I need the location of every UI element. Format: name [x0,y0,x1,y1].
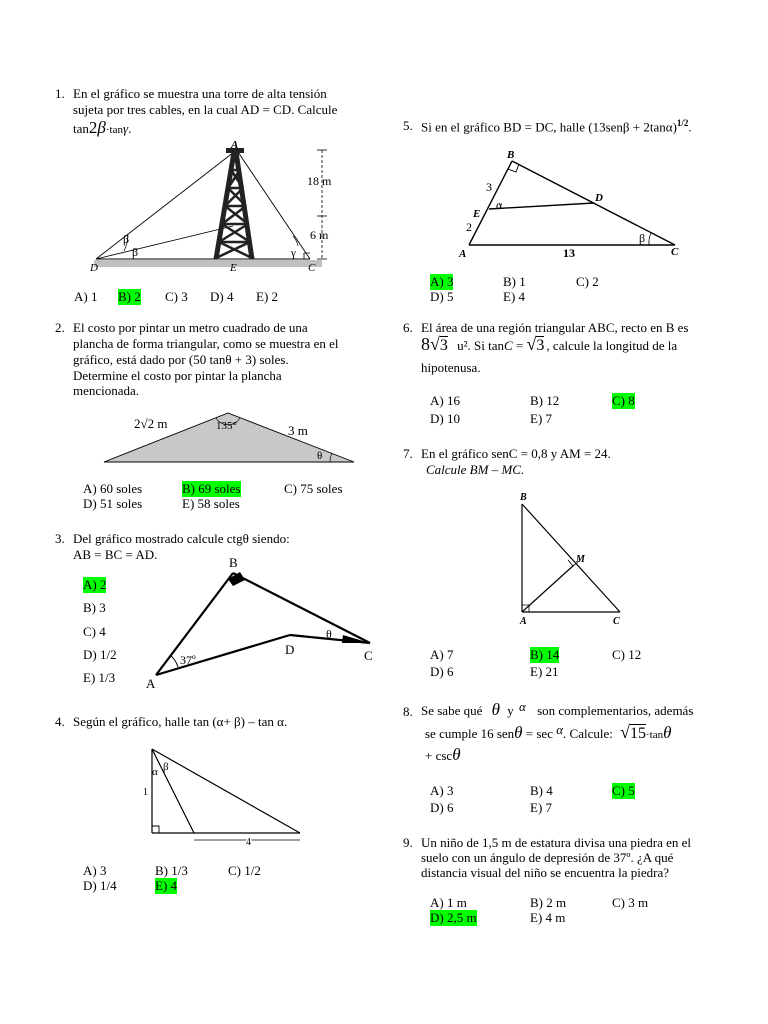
option-d[interactable]: D) 1/4 [83,878,117,893]
label-alpha: α [152,766,158,778]
question-8-text: son complementarios, además [537,703,694,718]
theta-symbol: θ [663,723,672,742]
question-6-line1: El área de una región triangular ABC, recto en B es [421,320,689,335]
label-four: 4 [246,837,251,848]
question-1-expression [73,118,131,138]
question-5-body: Si en el gráfico BD = DC, halle (13senβ + 2tanα) [421,119,677,135]
label-angle: 135° [216,420,237,432]
label-side2: 3 m [288,423,308,438]
eight: 8 [421,334,430,354]
question-number: 3. [55,531,65,546]
option-a[interactable]: A) 16 [430,393,460,408]
question-1-line1: En el gráfico se muestra una torre de alta tensión [73,86,327,101]
question-8-text: = sec [525,726,553,741]
option-d[interactable]: D) 10 [430,411,460,426]
question-6-rest: , calcule la longitud de la [546,338,678,353]
question-number: 4. [55,714,65,729]
option-b[interactable]: B) 1 [503,274,526,289]
option-c[interactable]: C) 3 m [612,895,649,910]
gamma-symbol: γ [122,121,129,136]
label-B: B [520,492,527,503]
option-b[interactable]: B) 1/3 [155,863,188,878]
label-A: A [459,248,467,260]
question-6-line3: hipotenusa. [421,360,481,375]
y-text: y [507,703,514,718]
question-9-line2: suelo con un ángulo de depresión de 37º. ¿A qué [421,850,674,865]
option-d[interactable]: D) 4 [210,289,234,304]
label-D: D [285,642,295,657]
tan-text: ·tan [646,729,664,741]
label-C: C [364,648,373,663]
option-e[interactable]: E) 7 [530,411,553,426]
triangle-bac-figure [512,490,632,628]
two: 2 [88,118,98,137]
label-three: 3 [486,180,492,194]
angle-arc [170,655,178,667]
question-8-line3 [425,745,461,765]
option-b[interactable]: B) 12 [530,393,560,408]
question-4-text: Según el gráfico, halle tan (α+ β) – tan α. [73,714,288,729]
beta-arc [649,233,651,245]
question-1-line2: sujeta por tres cables, en la cual AD = CD. Calcule [73,102,338,117]
question-7-line2: Calcule BM – MC. [426,462,525,477]
label-6m: 6 m [310,228,329,242]
question-8-text: Se sabe qué [421,703,483,718]
option-e[interactable]: E) 2 [256,289,279,304]
label-thirteen: 13 [563,246,575,260]
option-a[interactable]: A) 60 soles [83,481,143,496]
question-2-line2: plancha de forma triangular, como se muestra en el [73,336,339,351]
question-number: 9. [403,835,413,850]
question-number: 6. [403,320,413,335]
label-theta: θ [326,627,332,641]
label-theta: θ [317,450,323,462]
side-ab [469,161,512,245]
triangle-plate-figure [100,408,362,468]
equals: = [512,338,527,353]
label-E: E [230,262,237,274]
question-number: 5. [403,118,413,133]
question-8-line1 [421,699,723,720]
altitude-am [522,565,574,612]
option-e[interactable]: E) 21 [530,664,559,679]
label-18m: 18 m [307,174,332,188]
option-a[interactable]: A) 1 m [430,895,467,910]
tan-text: tan [73,121,89,136]
option-d[interactable]: D) 1/2 [83,647,117,662]
option-c[interactable]: C) 12 [612,647,642,662]
label-A: A [231,139,239,151]
option-e[interactable]: E) 1/3 [83,670,116,685]
option-c-highlighted[interactable]: C) 8 [612,393,635,408]
label-D: D [90,262,98,274]
question-2-line4: Determine el costo por pintar la plancha [73,368,282,383]
option-b[interactable]: B) 4 [530,783,553,798]
label-M: M [576,554,585,565]
right-triangle-figure [140,745,310,850]
period: . [688,119,692,135]
theta-symbol: θ [491,700,500,719]
label-C: C [308,262,316,274]
label-gamma: γ [291,247,296,259]
option-b-highlighted[interactable]: B) 14 [530,647,560,662]
option-a[interactable]: A) 1 [74,289,98,304]
label-side1: 2√2 m [134,416,168,431]
label-37: 37º [180,653,196,667]
label-beta: β [163,761,169,773]
option-c-highlighted[interactable]: C) 5 [612,783,635,798]
option-d-highlighted[interactable]: D) 2,5 m [430,910,477,925]
option-c[interactable]: C) 1/2 [228,863,261,878]
option-b[interactable]: B) 2 m [530,895,567,910]
option-d[interactable]: D) 6 [430,664,454,679]
question-3-line1: Del gráfico mostrado calcule ctgθ siendo: [73,531,290,546]
label-B: B [507,149,515,161]
option-a-highlighted[interactable]: A) 3 [430,274,454,289]
option-c[interactable]: C) 2 [576,274,599,289]
question-8-text: + csc [425,748,453,763]
option-a[interactable]: A) 3 [83,863,107,878]
beta-symbol: β [97,118,106,137]
question-3-line2: AB = BC = AD. [73,547,158,562]
theta-symbol: θ [514,723,523,742]
option-e[interactable]: E) 7 [530,800,553,815]
option-b[interactable]: B) 3 [83,600,106,615]
option-e[interactable]: E) 4 m [530,910,566,925]
option-c[interactable]: C) 75 soles [284,481,343,496]
sqrt-3: 3 [439,337,448,354]
segment-ed [489,203,594,209]
c-letter: C [504,338,513,353]
label-C: C [671,246,679,258]
question-2-line5: mencionada. [73,383,140,398]
exponent: 1/2 [676,118,689,128]
label-A: A [520,616,527,627]
label-one: 1 [143,787,148,798]
right-angle-mark [152,826,159,833]
question-2-line3: gráfico, está dado por (50 tanθ + 3) soles. [73,352,289,367]
ground [94,260,322,267]
question-number: 8. [403,704,413,719]
question-8-line2: se cumple 16 senθ = sec α. Calcule: √15·tanθ [425,722,672,742]
period: . [128,121,132,136]
side-bc [522,504,620,612]
option-c[interactable]: C) 4 [83,624,106,639]
side-bc [233,573,370,643]
sqrt-3: 3 [536,337,545,354]
label-alpha: α [496,198,503,212]
question-number: 1. [55,86,65,101]
option-e[interactable]: E) 58 soles [182,496,240,511]
option-a[interactable]: A) 3 [430,783,454,798]
option-e[interactable]: E) 4 [503,289,526,304]
hypotenuse [152,749,300,833]
option-b-highlighted[interactable]: B) 2 [118,289,141,304]
question-8-text: se cumple 16 sen [425,726,515,741]
sqrt-15: 15 [630,725,647,742]
question-2-line1: El costo por pintar un metro cuadrado de una [73,320,308,335]
option-a-highlighted[interactable]: A) 2 [83,577,107,592]
label-E: E [473,208,481,220]
cable-da [96,152,234,259]
option-c[interactable]: C) 3 [165,289,188,304]
alpha-symbol: α [556,722,564,737]
alpha-symbol: α [518,699,526,714]
option-e-highlighted[interactable]: E) 4 [155,878,178,893]
question-5-text [421,118,692,135]
option-b-highlighted[interactable]: B) 69 soles [182,481,241,496]
question-8-text: . Calcule: [563,726,613,741]
triangle-bdc-figure [455,145,690,263]
label-C: C [613,616,620,627]
label-beta: β [639,231,646,245]
question-number: 2. [55,320,65,335]
label-two: 2 [466,220,472,234]
tan-text: ·tan [105,124,123,136]
theta-symbol: θ [452,745,461,764]
question-9-line1: Un niño de 1,5 m de estatura divisa una piedra en el [421,835,692,850]
label-beta-upper: β [123,232,130,246]
side-ad [156,635,290,675]
tower-figure [88,138,348,278]
question-number: 7. [403,446,413,461]
label-beta-lower: β [132,245,139,259]
question-9-line3: distancia visual del niño se encuentra la piedra? [421,865,669,880]
option-d[interactable]: D) 5 [430,289,454,304]
units-text: u². Si tan [457,338,505,353]
label-A: A [146,676,156,691]
label-D: D [595,192,603,204]
option-a[interactable]: A) 7 [430,647,454,662]
triangle-abc-figure [140,555,380,693]
option-d[interactable]: D) 6 [430,800,454,815]
label-B: B [229,555,238,570]
question-7-line1: En el gráfico senC = 0,8 y AM = 24. [421,446,611,461]
option-d[interactable]: D) 51 soles [83,496,143,511]
right-angle-mark [228,572,245,586]
question-6-line2: 8√3 u². Si tanC = √3 , calcule la longitud de la [421,334,678,354]
